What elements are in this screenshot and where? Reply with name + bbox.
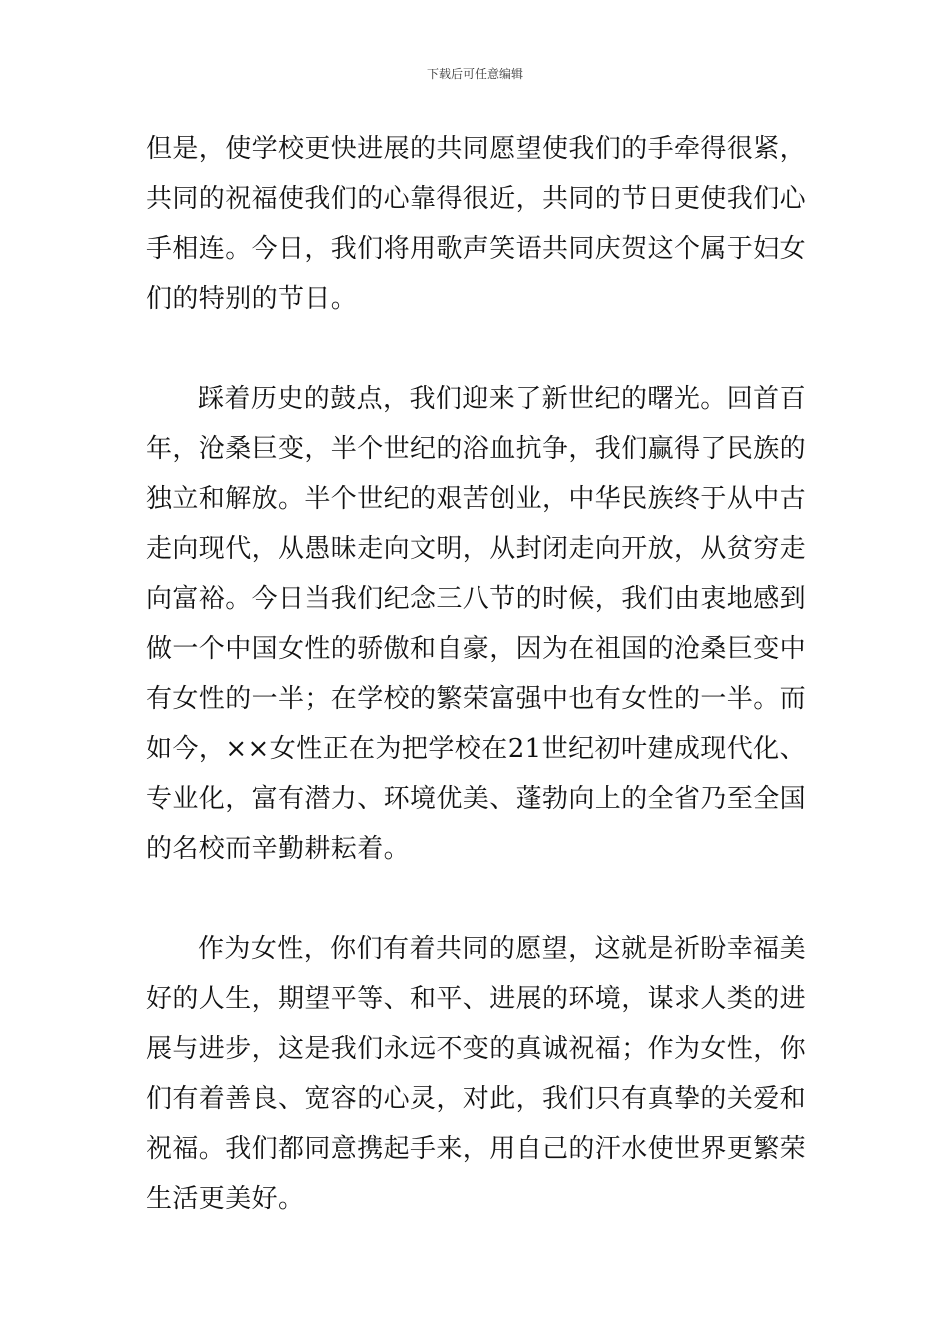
- paragraph-gap: [146, 874, 806, 924]
- document-body: [146, 124, 806, 1224]
- paragraph-2: 踩着历史的鼓点，我们迎来了新世纪的曙光。回首百年，沧桑巨变，半个世纪的浴血抗争，我们赢得了民族的独立和解放。半个世纪的艰苦创业，中华民族终于从中古走向现代，从愚昧走向文明，从封闭走向开放，从贫穷走向富裕。今日当我们纪念三八节的时候，我们由衷地感到做一个中国女性的骄傲和自豪，因为在祖国的沧桑巨变中有女性的一半；在学校的繁荣富强中也有女性的一半。而如今，××女性正在为把学校在21世纪初叶建成现代化、专业化，富有潜力、环境优美、蓬勃向上的全省乃至全国的名校而辛勤耕耘着。: [146, 384, 807, 864]
- paragraph-1: 但是，使学校更快进展的共同愿望使我们的手牵得很紧，共同的祝福使我们的心靠得很近，共同的节日更使我们心手相连。今日，我们将用歌声笑语共同庆贺这个属于妇女们的特别的节日。: [146, 134, 807, 314]
- page-header: 下载后可任意编辑: [426, 67, 523, 81]
- paragraph-3: 作为女性，你们有着共同的愿望，这就是祈盼幸福美好的人生，期望平等、和平、进展的环境，谋求人类的进展与进步，这是我们永远不变的真诚祝福；作为女性，你们有着善良、宽容的心灵，对此，我们只有真挚的关爱和祝福。我们都同意携起手来，用自己的汗水使世界更繁荣生活更美好。: [146, 934, 807, 1214]
- paragraph-gap: [146, 324, 806, 374]
